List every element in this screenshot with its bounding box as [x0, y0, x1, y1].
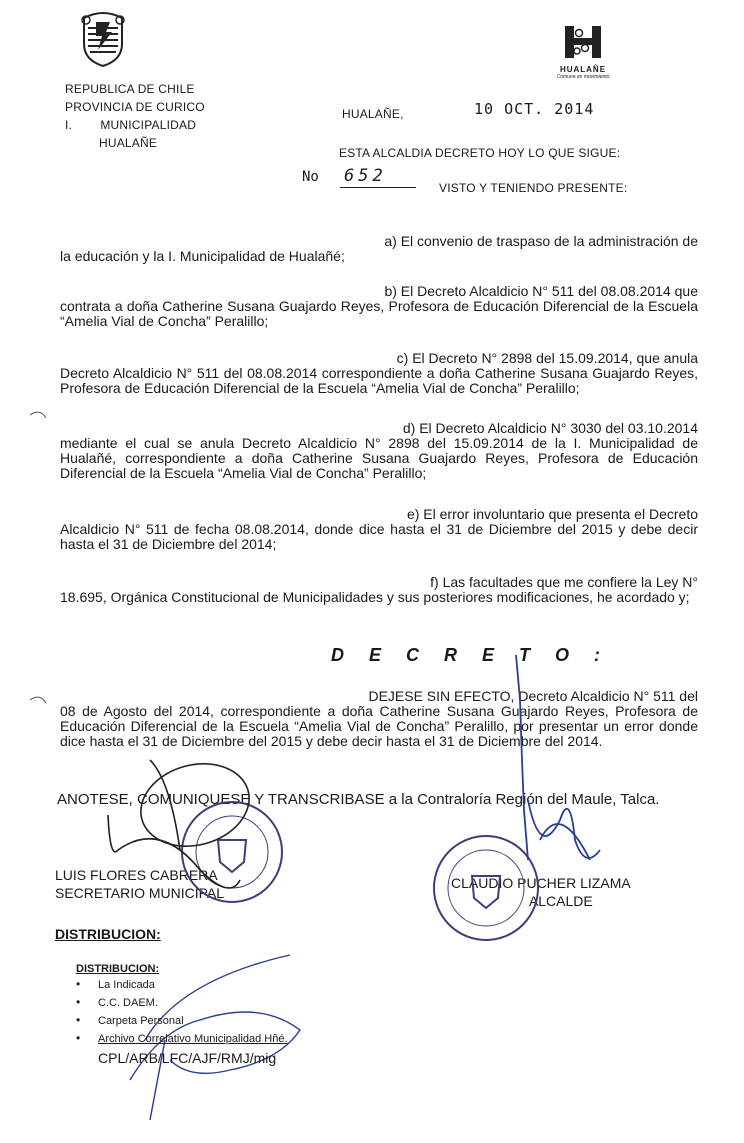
distribution-subtitle: DISTRIBUCION: [76, 963, 160, 975]
list-item [76, 1030, 288, 1048]
consideration-body: Decreto Alcaldicio N° 511 del 08.08.2014 correspondiente a doña Catherine Susana Guajardo Reyes, Profesora de Educación Diferencial de la Escuela “Amelia Vial de Concha” Peralillo; [60, 365, 698, 396]
consideration-lead: d) El Decreto Alcaldicio N° 3030 del 03.10.2014 [402, 420, 698, 436]
date-stamp: 10 OCT. 2014 [474, 100, 595, 118]
visto-label: VISTO Y TENIENDO PRESENTE: [439, 181, 628, 195]
place-label: HUALAÑE, [342, 107, 404, 121]
punch-mark-icon [30, 697, 46, 703]
consideration-lead: f) Las facultades que me confiere la Ley N° [430, 574, 698, 590]
org-line-3: I. MUNICIPALIDAD [65, 118, 197, 132]
list-item [76, 1012, 288, 1030]
distribution-item: C.C. DAEM. [98, 997, 158, 1009]
org-line-1: REPUBLICA DE CHILE [65, 82, 195, 96]
consideration-body: mediante el cual se anula Decreto Alcaldicio N° 2898 del 15.09.2014 de la I. Municipalidad de Hualañé, correspondiente a doña Catherine Susana Guajardo Reyes, Profesora de Educación Diferencial de la Escuela “Amelia Vial de Concha” Peralillo; [60, 435, 698, 481]
decreto-title: D E C R E T O : [331, 645, 611, 665]
number-label: No [302, 169, 319, 185]
distribution-item: Carpeta Personal [98, 1015, 184, 1027]
decreto-text: 08 de Agosto del 2014, correspondiente a doña Catherine Susana Guajardo Reyes, Profesora de Educación Diferencial de la Escuela “Amelia Vial de Concha” Peralillo, por presentar un error donde dice hasta el 31 de Diciembre del 2015 y debe decir hasta el 31 de Diciembre del 2014. [60, 703, 698, 749]
signer-left-name: LUIS FLORES CABRERA [55, 867, 218, 883]
logo-text: HUALAÑE [559, 65, 607, 74]
org-line-2: PROVINCIA DE CURICO [65, 100, 205, 114]
seal-right [434, 836, 538, 940]
distribution-item: La Indicada [98, 979, 155, 991]
signer-right-role: ALCALDE [528, 893, 593, 909]
signer-right-name: CLAUDIO PUCHER LIZAMA [451, 875, 631, 891]
consideration-body: contrata a doña Catherine Susana Guajardo Reyes, Profesora de Educación Diferencial de la Escuela “Amelia Vial de Concha” Peralillo; [60, 298, 698, 329]
decree-intro: ESTA ALCALDIA DECRETO HOY LO QUE SIGUE: [339, 146, 621, 160]
anotese-line: ANOTESE, COMUNIQUESE Y TRANSCRIBASE a la Contraloría Región del Maule, Talca. [57, 791, 660, 808]
list-item [76, 994, 288, 1012]
signature-scribble-right [516, 655, 600, 860]
logo-tagline: Comuna en movimiento [556, 74, 610, 80]
punch-mark-icon [30, 412, 46, 418]
signer-left-role: SECRETARIO MUNICIPAL [55, 885, 225, 901]
org-line-4: HUALAÑE [99, 136, 158, 150]
consideration-lead: c) El Decreto N° 2898 del 15.09.2014, que anula [396, 350, 698, 366]
number-value: 652 [344, 166, 387, 186]
distribution-title: DISTRIBUCION: [55, 926, 161, 942]
typist-initials: CPL/ARB/LFC/AJF/RMJ/mig [98, 1050, 277, 1066]
distribution-list [76, 976, 288, 1048]
consideration-lead: e) El error involuntario que presenta el Decreto [406, 506, 698, 522]
consideration-body: la educación y la I. Municipalidad de Hualañé; [60, 248, 345, 264]
decreto-lead: DEJESE SIN EFECTO, Decreto Alcaldicio N° 511 del [368, 688, 698, 704]
consideration-body: Alcaldicio N° 511 de fecha 08.08.2014, donde dice hasta el 31 de Diciembre del 2015 y debe decir hasta el 31 de Diciembre del 2014; [60, 521, 698, 552]
list-item [76, 976, 288, 994]
consideration-lead: a) El convenio de traspaso de la administración de [384, 233, 698, 249]
consideration-body: 18.695, Orgánica Constitucional de Municipalidades y sus posteriores modificaciones, he acordado y; [60, 589, 690, 605]
distribution-item: Archivo Correlativo Municipalidad Hñé. [98, 1033, 288, 1045]
consideration-lead: b) El Decreto Alcaldicio N° 511 del 08.08.2014 que [384, 283, 698, 299]
